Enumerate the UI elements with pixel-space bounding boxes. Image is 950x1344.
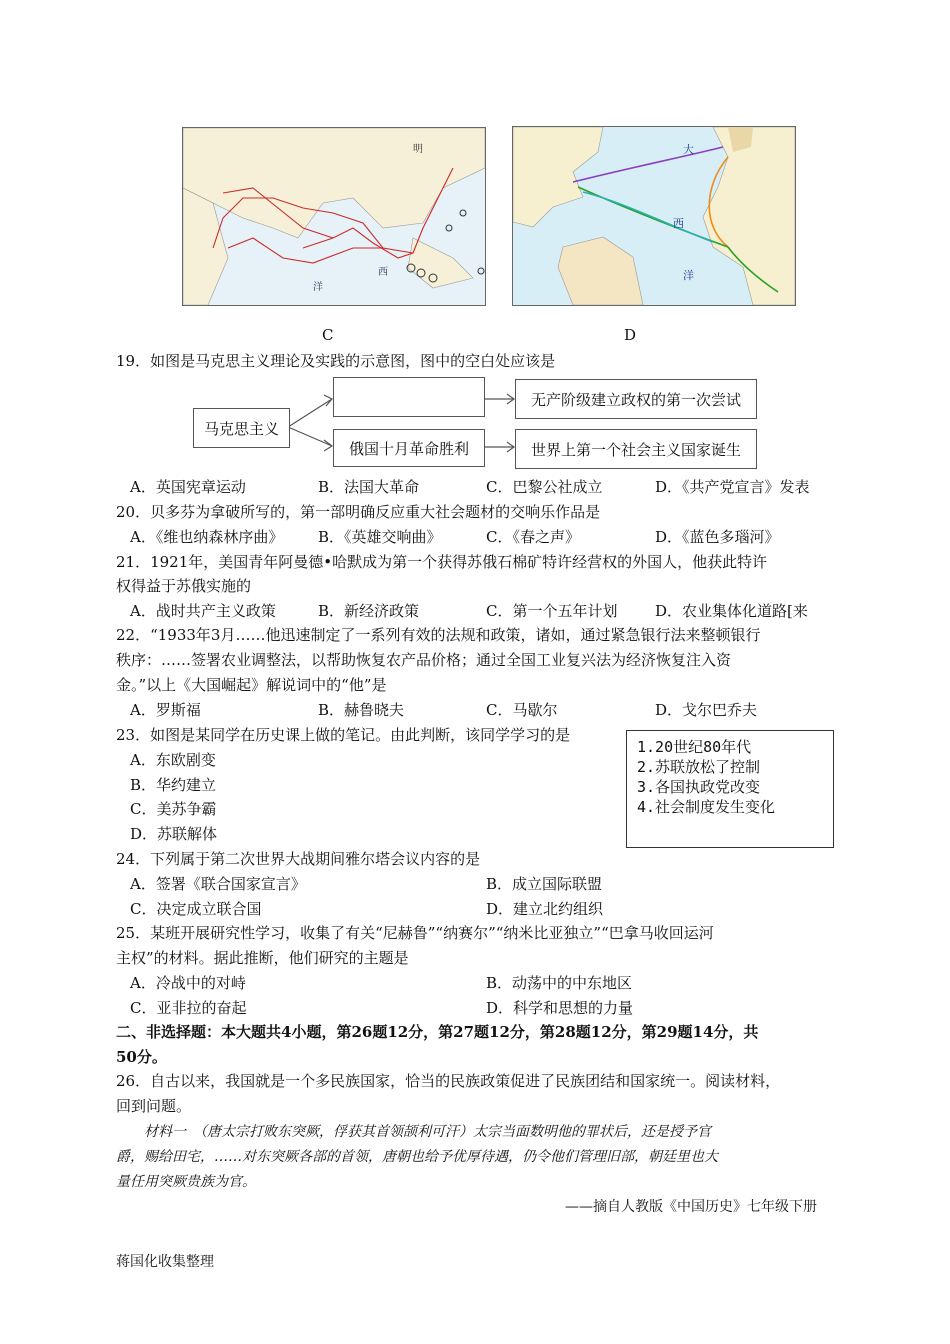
q21-option-c: C．第一个五年计划 bbox=[486, 602, 618, 620]
map-c-label-xi: 西 bbox=[378, 267, 388, 278]
q26-stem-1: 26．自古以来，我国就是一个多民族国家，恰当的民族政策促进了民族团结和国家统一。阅读材料， bbox=[116, 1072, 781, 1090]
q19-box-blank bbox=[333, 377, 485, 417]
q25-stem-2: 主权”的材料。据此推断，他们研究的主题是 bbox=[116, 949, 409, 967]
map-d-caption: D bbox=[624, 326, 637, 344]
q20-option-a: A．《维也纳森林序曲》 bbox=[130, 528, 284, 546]
q22-option-c: C．马歇尔 bbox=[486, 701, 558, 719]
q26-material-source: ——摘自人教版《中国历史》七年级下册 bbox=[565, 1199, 817, 1215]
q26-material-1-line-1: 材料一 （唐太宗打败东突厥，俘获其首领颉利可汗）太宗当面数明他的罪状后，还是授予官 bbox=[144, 1124, 711, 1140]
q19-option-b: B．法国大革命 bbox=[318, 478, 420, 496]
q23-option-c: C．美苏争霸 bbox=[130, 800, 217, 818]
q22-stem-1: 22．“1933年3月……他迅速制定了一系列有效的法规和政策，诸如，通过紧急银行法来整顿银行 bbox=[116, 626, 761, 644]
q23-note-item-3: 3.各国执政党改变 bbox=[637, 778, 761, 796]
q19-box-first-attempt: 无产阶级建立政权的第一次尝试 bbox=[515, 379, 757, 419]
q22-option-a: A．罗斯福 bbox=[130, 701, 201, 719]
q19-box-marxism: 马克思主义 bbox=[193, 408, 290, 448]
q23-stem: 23．如图是某同学在历史课上做的笔记。由此判断，该同学学习的是 bbox=[116, 726, 571, 744]
map-d-label-yang: 洋 bbox=[683, 269, 694, 282]
q21-option-d: D．农业集体化道路[来 bbox=[655, 602, 808, 620]
map-c-label-ming: 明 bbox=[413, 144, 423, 155]
q23-option-d: D．苏联解体 bbox=[130, 825, 218, 843]
q22-option-b: B．赫鲁晓夫 bbox=[318, 701, 405, 719]
q23-note-item-1: 1.20世纪80年代 bbox=[637, 738, 752, 756]
q24-option-a: A．签署《联合国家宣言》 bbox=[130, 875, 306, 893]
page-footer: 蒋国化收集整理 bbox=[116, 1254, 214, 1270]
q25-stem-1: 25．某班开展研究性学习，收集了有关“尼赫鲁”“纳赛尔”“纳米比亚独立”“巴拿马收回运河 bbox=[116, 924, 714, 942]
q19-option-d: D．《共产党宣言》发表 bbox=[655, 478, 810, 496]
q23-note-item-2: 2.苏联放松了控制 bbox=[637, 758, 761, 776]
q22-option-d: D．戈尔巴乔夫 bbox=[655, 701, 758, 719]
q19-stem: 19．如图是马克思主义理论及实践的示意图，图中的空白处应该是 bbox=[116, 352, 556, 370]
map-d-label-da: 大 bbox=[683, 143, 694, 156]
q22-stem-3: 金。”以上《大国崛起》解说词中的“他”是 bbox=[116, 676, 387, 694]
q19-box-first-socialist-state: 世界上第一个社会主义国家诞生 bbox=[515, 429, 757, 469]
q21-option-a: A．战时共产主义政策 bbox=[130, 602, 276, 620]
q26-stem-2: 回到问题。 bbox=[116, 1097, 192, 1115]
q20-option-b: B．《英雄交响曲》 bbox=[318, 528, 442, 546]
q20-stem: 20．贝多芬为拿破所写的，第一部明确反应重大社会题材的交响乐作品是 bbox=[116, 503, 601, 521]
q21-option-b: B．新经济政策 bbox=[318, 602, 420, 620]
map-c-caption: C bbox=[322, 326, 334, 344]
q19-option-a: A．英国宪章运动 bbox=[130, 478, 246, 496]
q25-option-b: B．动荡中的中东地区 bbox=[486, 974, 633, 992]
q24-option-d: D．建立北约组织 bbox=[486, 900, 604, 918]
q23-note-box bbox=[626, 730, 834, 848]
section2-heading-1: 二、非选择题：本大题共4小题，第26题12分，第27题12分，第28题12分，第29题14分，共 bbox=[116, 1023, 759, 1041]
q23-note-item-4: 4.社会制度发生变化 bbox=[637, 798, 776, 816]
q20-option-c: C．《春之声》 bbox=[486, 528, 580, 546]
q19-option-c: C．巴黎公社成立 bbox=[486, 478, 603, 496]
q22-stem-2: 秩序：……签署农业调整法，以帮助恢复农产品价格；通过全国工业复兴法为经济恢复注入资 bbox=[116, 651, 732, 669]
section2-heading-2: 50分。 bbox=[116, 1048, 167, 1066]
q25-option-d: D．科学和思想的力量 bbox=[486, 999, 634, 1017]
q24-option-b: B．成立国际联盟 bbox=[486, 875, 603, 893]
q21-stem-2: 权得益于苏俄实施的 bbox=[116, 577, 252, 595]
q26-material-1-line-3: 量任用突厥贵族为官。 bbox=[116, 1174, 256, 1190]
q23-option-b: B．华约建立 bbox=[130, 776, 217, 794]
q25-option-a: A．冷战中的对峙 bbox=[130, 974, 246, 992]
q25-option-c: C．亚非拉的奋起 bbox=[130, 999, 247, 1017]
q21-stem-1: 21．1921年，美国青年阿曼德•哈默成为第一个获得苏俄石棉矿特许经营权的外国人，他获此特许 bbox=[116, 553, 768, 571]
map-d-label-xi: 西 bbox=[673, 217, 684, 230]
q19-box-october-revolution: 俄国十月革命胜利 bbox=[333, 429, 485, 467]
q24-option-c: C．决定成立联合国 bbox=[130, 900, 262, 918]
q24-stem: 24．下列属于第二次世界大战期间雅尔塔会议内容的是 bbox=[116, 850, 481, 868]
q20-option-d: D．《蓝色多瑙河》 bbox=[655, 528, 780, 546]
map-c-label-yang: 洋 bbox=[313, 282, 323, 293]
q26-material-1-line-2: 爵，赐给田宅，……对东突厥各部的首领，唐朝也给予优厚待遇，仍令他们管理旧部，朝廷里也大 bbox=[116, 1149, 718, 1165]
q23-option-a: A．东欧剧变 bbox=[130, 751, 216, 769]
